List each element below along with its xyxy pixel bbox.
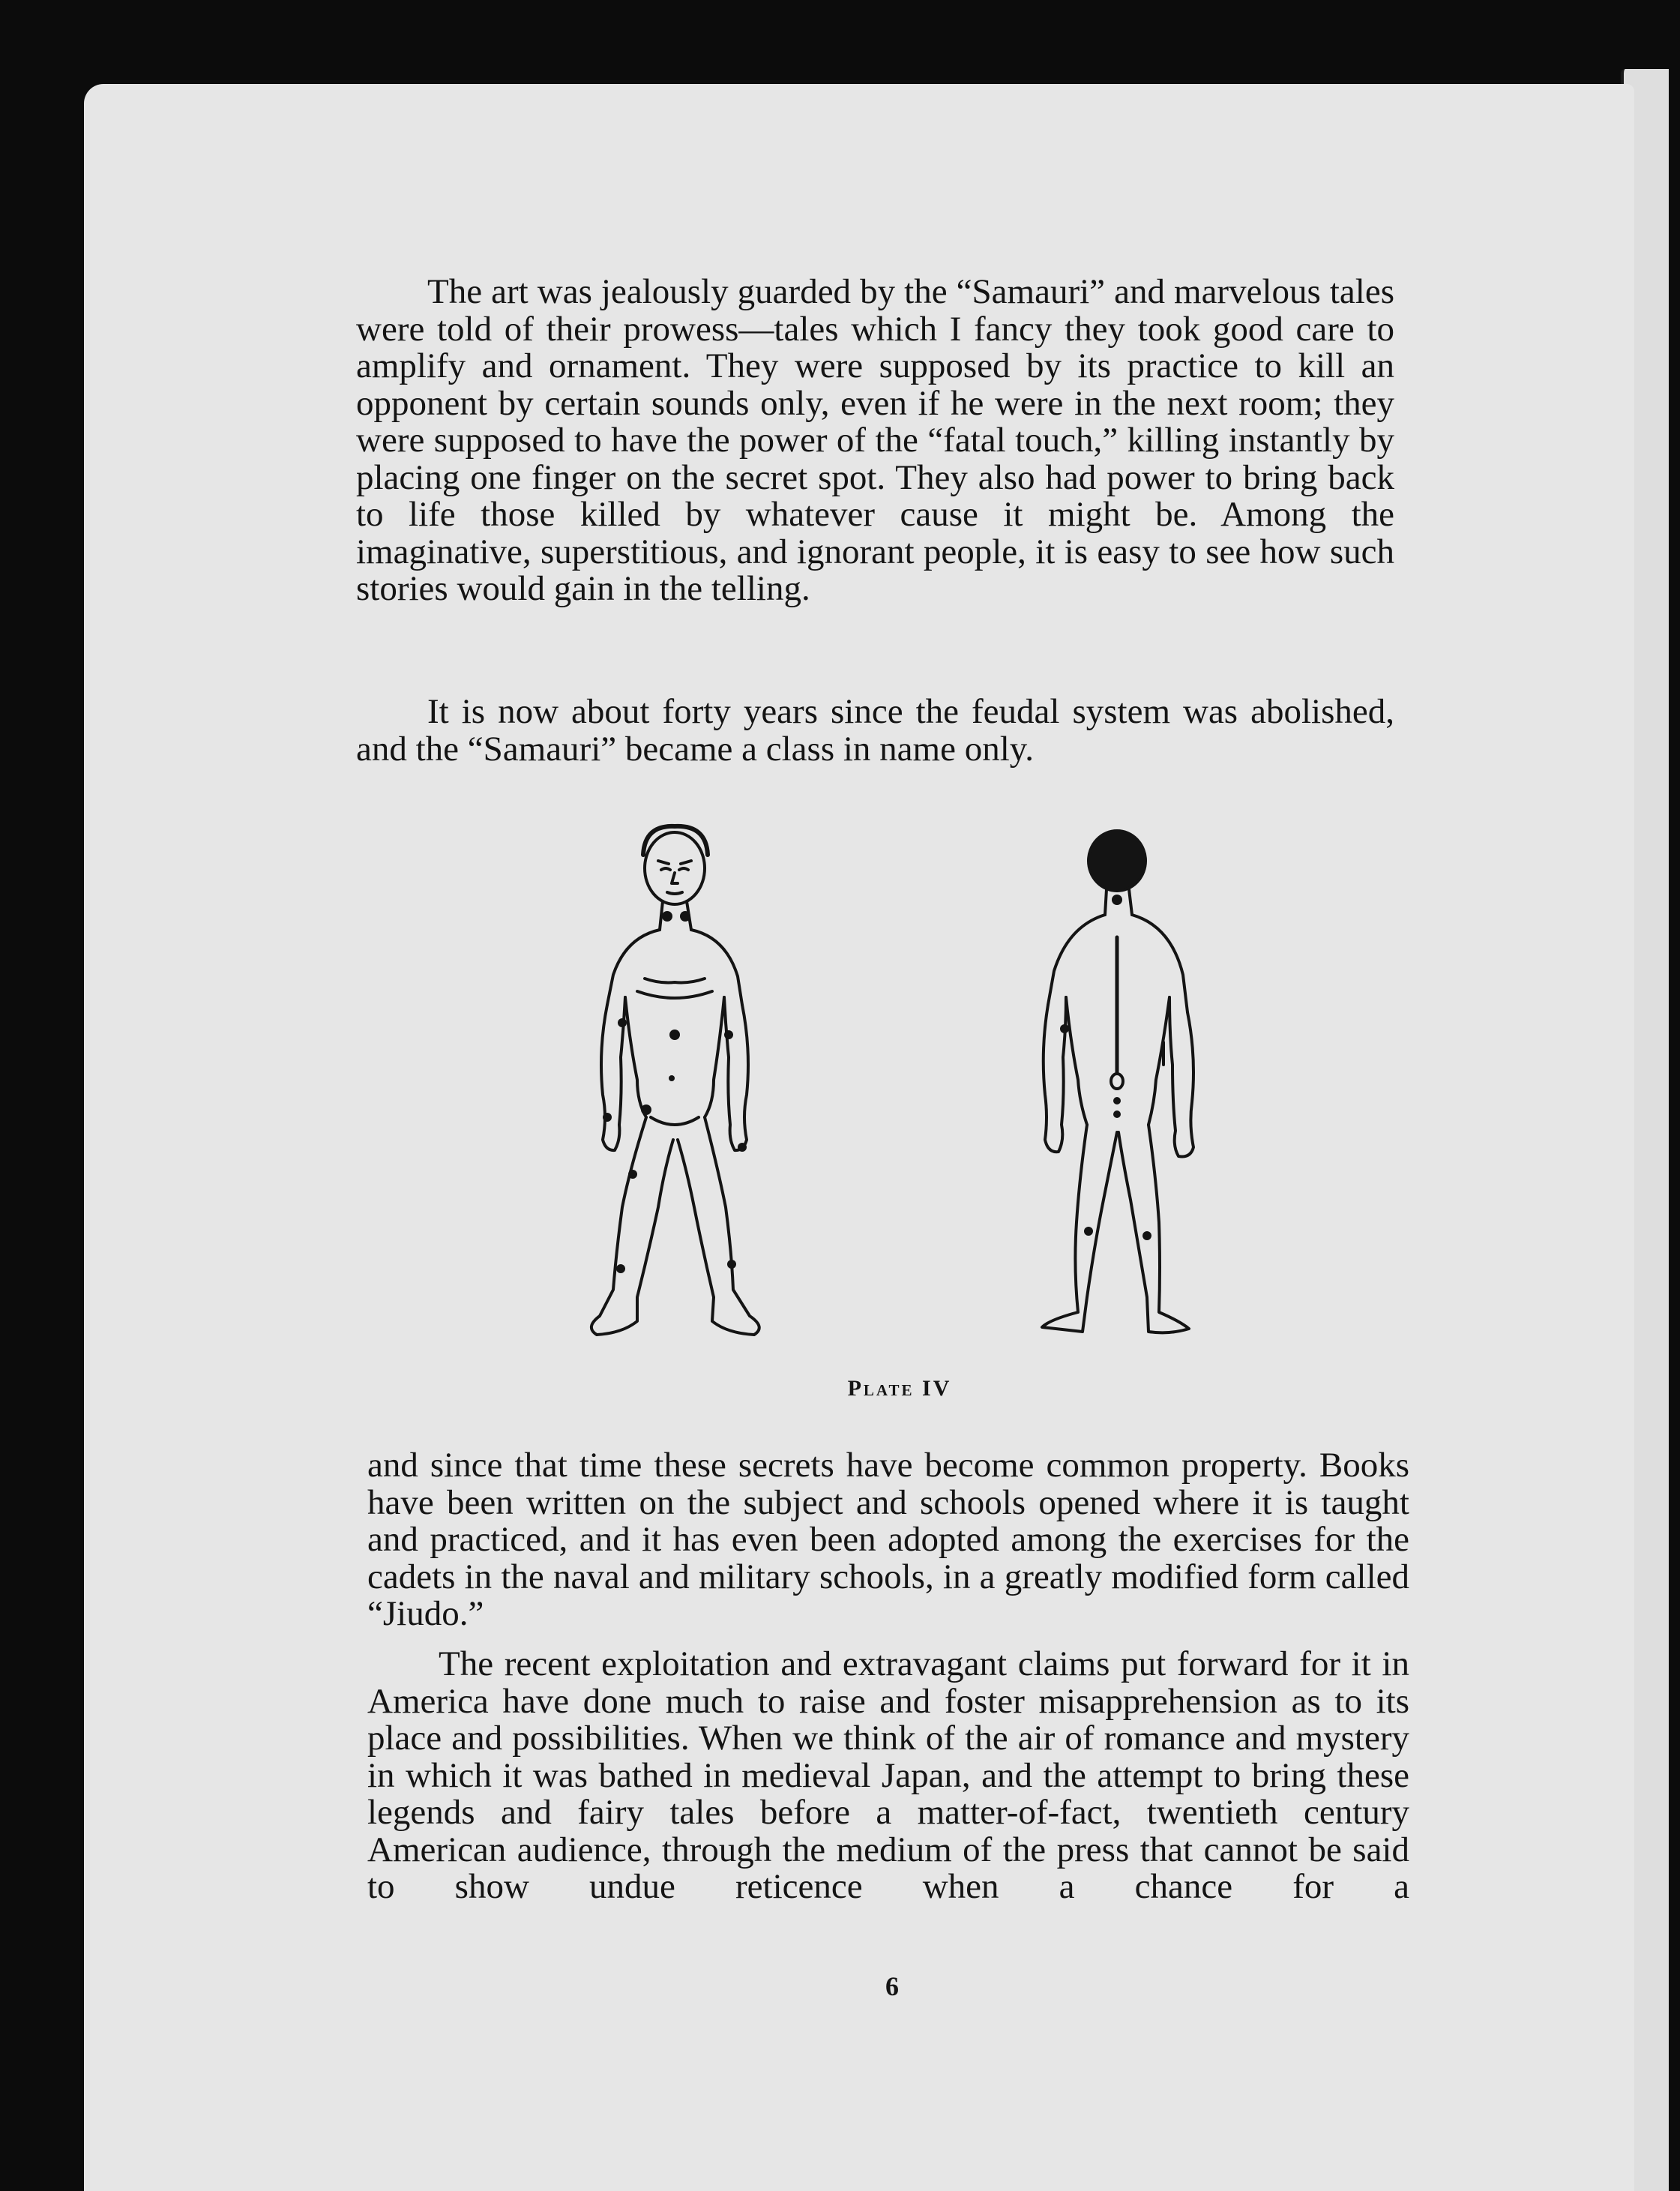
page-number: 6 <box>885 1971 899 2001</box>
paragraph-1: The art was jealously guarded by the “Samauri” and marvelous tales were told of their prowess—tales which I fancy they took good care to amplify and ornament. They were supposed by its practice to kill an opponent by certain sounds only, even if he were in the next room; they were supposed to have the power of the “fatal touch,” killing instantly by placing one finger on the secret spot. They also had power to bring back to life those killed by whatever cause it might be. Among the imaginative, superstitious, and ignorant people, it is easy to see how such stories would gain in the telling. <box>356 272 1394 608</box>
paragraph-2: It is now about forty years since the feudal system was abolished, and the “Samauri” became a class in name only. <box>356 692 1394 769</box>
front-figure <box>591 826 759 1335</box>
plate-illustration <box>525 817 1244 1372</box>
paragraph-3: and since that time these secrets have become common property. Books have been written on the subject and schools opened where it is taught and practiced, and it has even been adopted among the exercises for the cadets in the naval and military schools, in a greatly modified form called “Jiudo.” <box>367 1446 1409 1633</box>
plate-caption: Plate IV <box>847 1376 952 1401</box>
back-figure <box>1042 831 1193 1332</box>
paragraph-4: The recent exploitation and extravagant claims put forward for it in America have done much to raise and foster misapprehension as to its place and possibilities. When we think of the air of romance and mystery in which it was bathed in medieval Japan, and the attempt to bring these legends and fairy tales before a matter-of-fact, twentieth century American audience, through the medium of the press that cannot be said to show undue reticence when a chance for a <box>367 1644 1409 1906</box>
